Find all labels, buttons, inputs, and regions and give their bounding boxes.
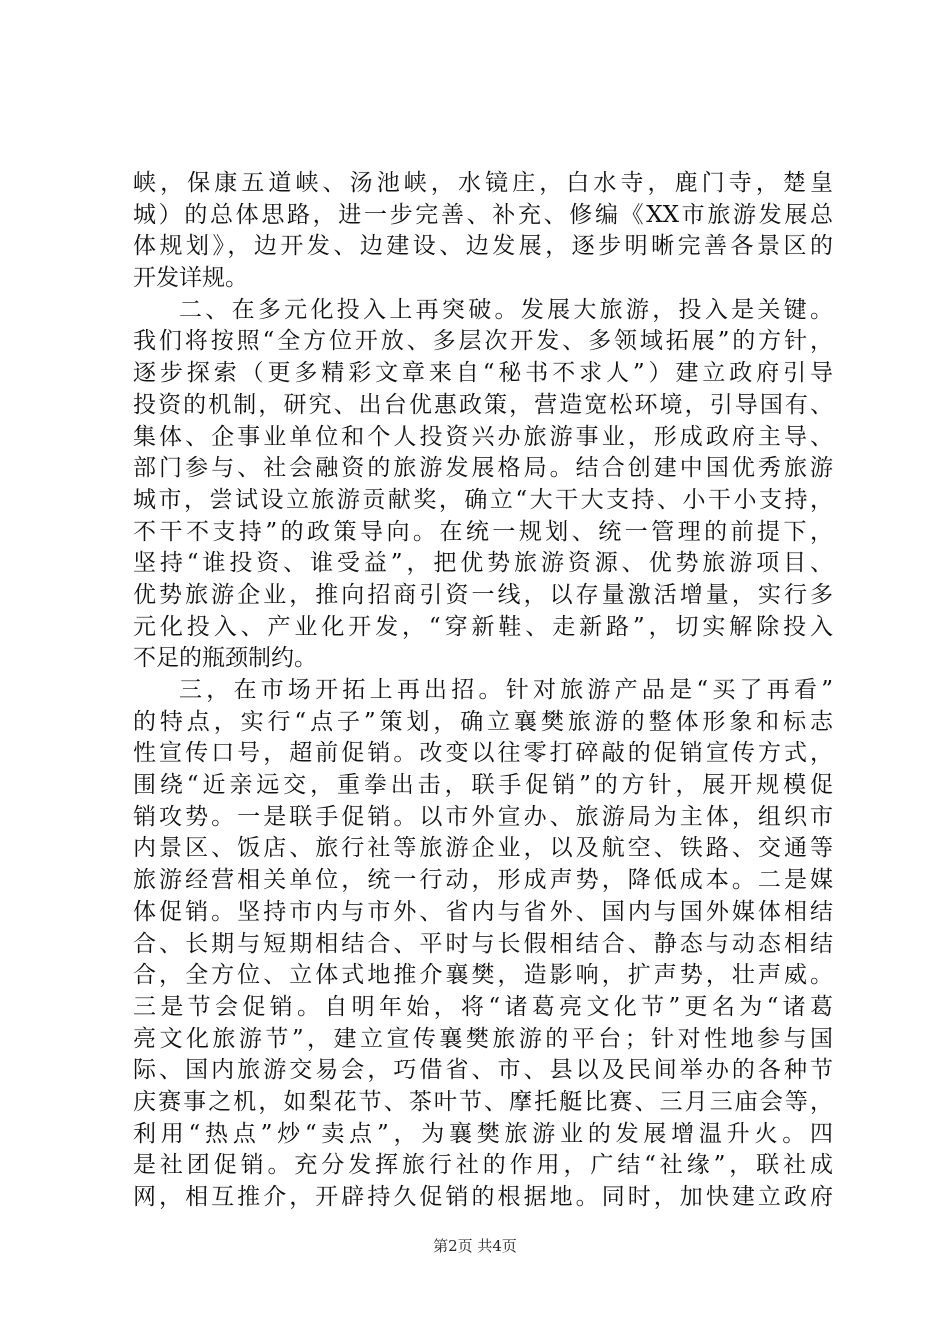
- text-line: 的特点，实行“点子”策划，确立襄樊旅游的整体形象和标志: [133, 708, 833, 735]
- text-line: 利用“热点”炒“卖点”，为襄樊旅游业的发展增温升火。四: [133, 1120, 833, 1147]
- text-line: 内景区、饭店、旅行社等旅游企业，以及航空、铁路、交通等: [133, 835, 833, 862]
- text-line: 合、长期与短期相结合、平时与长假相结合、静态与动态相结: [133, 930, 833, 957]
- text-line: 网，相互推介，开辟持久促销的根据地。同时，加快建立政府: [133, 1184, 833, 1210]
- text-line: 不干不支持”的政策导向。在统一规划、统一管理的前提下，: [133, 518, 833, 545]
- text-line: 是社团促销。充分发挥旅行社的作用，广结“社缘”，联社成: [133, 1152, 833, 1179]
- text-line: 合，全方位、立体式地推介襄樊，造影响，扩声势，壮声威。: [133, 962, 833, 989]
- text-line: 亮文化旅游节”，建立宣传襄樊旅游的平台；针对性地参与国: [133, 1025, 833, 1052]
- text-line: 我们将按照“全方位开放、多层次开发、多领域拓展”的方针，: [133, 328, 833, 355]
- text-line: 优势旅游企业，推向招商引资一线，以存量激活增量，实行多: [133, 581, 833, 608]
- text-line: 二、在多元化投入上再突破。发展大旅游，投入是关键。: [179, 296, 833, 323]
- text-line: 体促销。坚持市内与市外、省内与省外、国内与国外媒体相结: [133, 898, 833, 925]
- text-line: 城市，尝试设立旅游贡献奖，确立“大干大支持、小干小支持，: [133, 486, 833, 513]
- text-line: 峡，保康五道峡、汤池峡，水镜庄，白水寺，鹿门寺，楚皇: [133, 170, 833, 196]
- text-line: 销攻势。一是联手促销。以市外宣办、旅游局为主体，组织市: [133, 803, 833, 830]
- text-line: 坚持“谁投资、谁受益”，把优势旅游资源、优势旅游项目、: [133, 550, 833, 577]
- text-line: 旅游经营相关单位，统一行动，形成声势，降低成本。二是媒: [133, 867, 833, 894]
- text-line: 逐步探索（更多精彩文章来自“秘书不求人”）建立政府引导: [133, 360, 833, 387]
- text-line: 开发详规。: [133, 265, 248, 292]
- text-line: 围绕“近亲远交，重拳出击，联手促销”的方针，展开规模促: [133, 772, 833, 799]
- text-line: 投资的机制，研究、出台优惠政策，营造宽松环境，引导国有、: [133, 391, 833, 418]
- body-text: [133, 168, 833, 1214]
- text-line: 体规划》，边开发、边建设、边发展，逐步明晰完善各景区的: [133, 233, 833, 260]
- text-line: 不足的瓶颈制约。: [133, 645, 317, 672]
- text-line: 三是节会促销。自明年始，将“诸葛亮文化节”更名为“诸葛: [133, 993, 833, 1020]
- text-line: 元化投入、产业化开发，“穿新鞋、走新路”，切实解除投入: [133, 613, 833, 640]
- text-line: 性宣传口号，超前促销。改变以往零打碎敲的促销宣传方式，: [133, 740, 833, 767]
- text-line: 城）的总体思路，进一步完善、补充、修编《XX市旅游发展总: [133, 201, 833, 228]
- text-line: 部门参与、社会融资的旅游发展格局。结合创建中国优秀旅游: [133, 455, 833, 482]
- text-line: 三，在市场开拓上再出招。针对旅游产品是“买了再看”: [179, 677, 833, 703]
- text-line: 际、国内旅游交易会，巧借省、市、县以及民间举办的各种节: [133, 1057, 833, 1084]
- text-line: 集体、企事业单位和个人投资兴办旅游事业，形成政府主导、: [133, 423, 833, 450]
- page-footer: 第2页 共4页: [433, 1237, 517, 1255]
- text-line: 庆赛事之机，如梨花节、茶叶节、摩托艇比赛、三月三庙会等，: [133, 1088, 833, 1115]
